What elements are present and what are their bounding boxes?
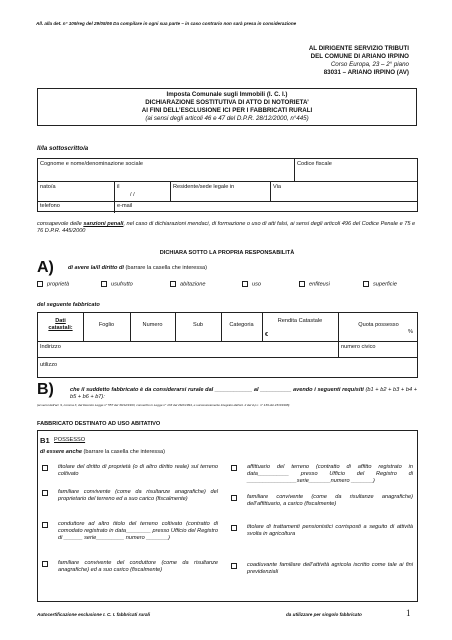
checkbox-icon[interactable] [242,281,248,287]
b1-left-option-2[interactable]: familiare convivente (come da risultanze anagrafiche) del proprietario del terreno ed a suo carico (fiscalmente) [42,489,218,503]
checkbox-icon[interactable] [231,525,237,531]
name-field[interactable] [40,168,292,180]
title-line3: AI FINI DELL’ESCLUSIONE ICI PER I FABBRICATI RURALI [141,107,313,114]
checkbox-icon[interactable] [37,281,43,287]
checkbox-icon[interactable] [42,561,48,567]
identity-table [37,158,418,212]
euro-symbol: € [265,332,269,338]
date-field[interactable]: / / [130,192,135,198]
b1-left-option-4[interactable]: familiare convivente del conduttore (come da risultanze anagrafiche) ed a suo carico (fiscalmente) [42,560,218,574]
name-label: Cognome e nome/denominazione sociale [40,161,143,167]
income-label: Rendita Catastale [277,318,323,324]
b1-hint: (barrare la casella che interessa) [83,449,166,455]
option-usufrutto[interactable]: usufrutto [101,281,133,288]
checkbox-icon[interactable] [231,563,237,569]
b1-left-option-1[interactable]: titolare del diritto di proprietà (o di altro diritto reale) sul terreno coltivato [42,464,218,478]
checkbox-icon[interactable] [170,281,176,287]
date-label: il [117,184,120,190]
checkbox-icon[interactable] [42,465,48,471]
b1-code: B1 [40,436,50,445]
option-proprieta[interactable]: proprietà [37,281,69,288]
checkbox-icon[interactable] [42,490,48,496]
addressee-line4: 83031 – ARIANO IRPINO (AV) [323,69,409,76]
addressee-line3: Corso Europa, 23 – 2° piano [330,61,409,68]
category-label: Categoria [229,322,254,328]
title-box [37,88,417,126]
b1-right-option-3[interactable]: titolare di trattamenti pensionistici corrisposti a seguito di attività svolta in agricoltura [231,524,413,538]
declaration-heading: DICHIARA SOTTO LA PROPRIA RESPONSABILITÀ [159,250,295,256]
option-superficie[interactable]: superficie [363,281,397,288]
signer-label: Il/la sottoscritto/a [37,145,89,152]
fiscal-code-label: Codice fiscale [297,161,332,167]
residence-label: Residente/sede legale in [173,184,235,190]
sheet-label: Foglio [98,322,115,328]
use-label: utilizzo [40,362,58,368]
awareness-text: consapevole delle sanzioni penali, nel caso di dichiarazioni mendaci, di formazione o uso di atti falsi, ai sensi degli articoli 496 del Codice Penale e 75 e 76 D.P.R. 445/2000 [37,221,416,234]
address-label: Indirizzo [40,344,61,350]
residential-heading: FABBRICATO DESTINATO AD USO ABITATIVO [37,421,161,427]
checkbox-icon[interactable] [299,281,305,287]
footer-left: Autocertificazione esclusione I. C. I. fabbricati rurali [37,612,151,617]
email-label: e-mail [117,203,133,209]
addressee-line1: AL DIRIGENTE SERVIZIO TRIBUTI [308,45,409,52]
section-b-letter: B) [37,381,54,398]
title-line4: (ai sensi degli articoli 46 e 47 del D.P.R. 28/12/2000, n°445) [145,115,309,122]
b1-title: POSSESSO [54,437,86,443]
footer-right: da utilizzare per singolo fabbricato [286,612,362,617]
section-a-letter: A) [37,259,54,276]
number-label: Numero [142,322,163,328]
checkbox-icon[interactable] [101,281,107,287]
checkbox-icon[interactable] [42,522,48,528]
share-label: Quota possesso [358,322,399,328]
b1-left-option-3[interactable]: conduttore ad altro titolo del terreno coltivato (contratto di comodato registrato in data________ presso Ufficio del Registro di ______ serie_________ numero _______) [42,521,218,542]
checkbox-icon[interactable] [363,281,369,287]
property-heading: del seguente fabbricato [37,302,100,308]
b1-right-option-1[interactable]: affittuario del terreno (contratto di affitto registrato in data__________ presso Ufficio del Registro di ________________serie_______numero _______) [231,464,413,485]
checkbox-icon[interactable] [231,465,237,471]
option-uso[interactable]: uso [242,281,261,288]
b1-right-option-4[interactable]: coadiuvante familiare dell’attività agricola iscritto come tale ai fini previdenziali [231,562,413,576]
b1-subtitle: di essere anche [40,449,82,455]
section-a-text: di avere la/il diritto di (barrare la casella che interessa) [68,265,207,271]
addressee-line2: DEL COMUNE DI ARIANO IRPINO [310,53,409,60]
percent-symbol: % [408,329,413,335]
cadastral-table [37,312,418,378]
cadastral-label-2: catastali: [48,325,73,331]
street-label: Via [273,184,281,190]
option-enfiteusi[interactable]: enfiteusi [299,281,330,288]
section-b-reference: (ai sensi dell’art. 9, comma 3, del Decreto Legge n° 557 del 30/12/1993, convertito in Legge n° 133 del 26/2/1994, e successivamente integrato dall’art. 2 del d.p.r. n° 139 del 23/3/1998) [37,403,290,407]
checkbox-icon[interactable] [231,495,237,501]
b1-box [37,430,418,602]
title-line2: DICHIARAZIONE SOSTITUTIVA DI ATTO DI NOTORIETA’ [145,99,309,106]
option-abitazione[interactable]: abitazione [170,281,206,288]
born-label: nato/a [40,184,56,190]
cadastral-label-1: Dati [55,318,66,324]
b1-right-option-2[interactable]: familiare convivente (come da risultanze anagrafiche) dell’affittuario, a carico (fiscalmente) [231,494,413,508]
section-b-text: che il suddetto fabbricato è da considerarsi rurale dal ____________ al __________ avendo i seguenti requisiti (b1 + b2 + b3 + b4 + b5 + b6 + b7): [70,387,417,400]
sub-label: Sub [193,322,203,328]
title-line1: Imposta Comunale sugli Immobili (I. C. I.) [166,91,288,98]
fiscal-code-field[interactable] [296,168,416,180]
page-number: 1 [406,608,411,618]
phone-label: telefono [40,203,60,209]
header-note: All. alla det. n° 109/reg del 29/05/06 Da compilare in ogni sua parte – in caso contrario non sarà presa in considerazione [36,21,297,26]
civic-number-label: numero civico [341,344,376,350]
